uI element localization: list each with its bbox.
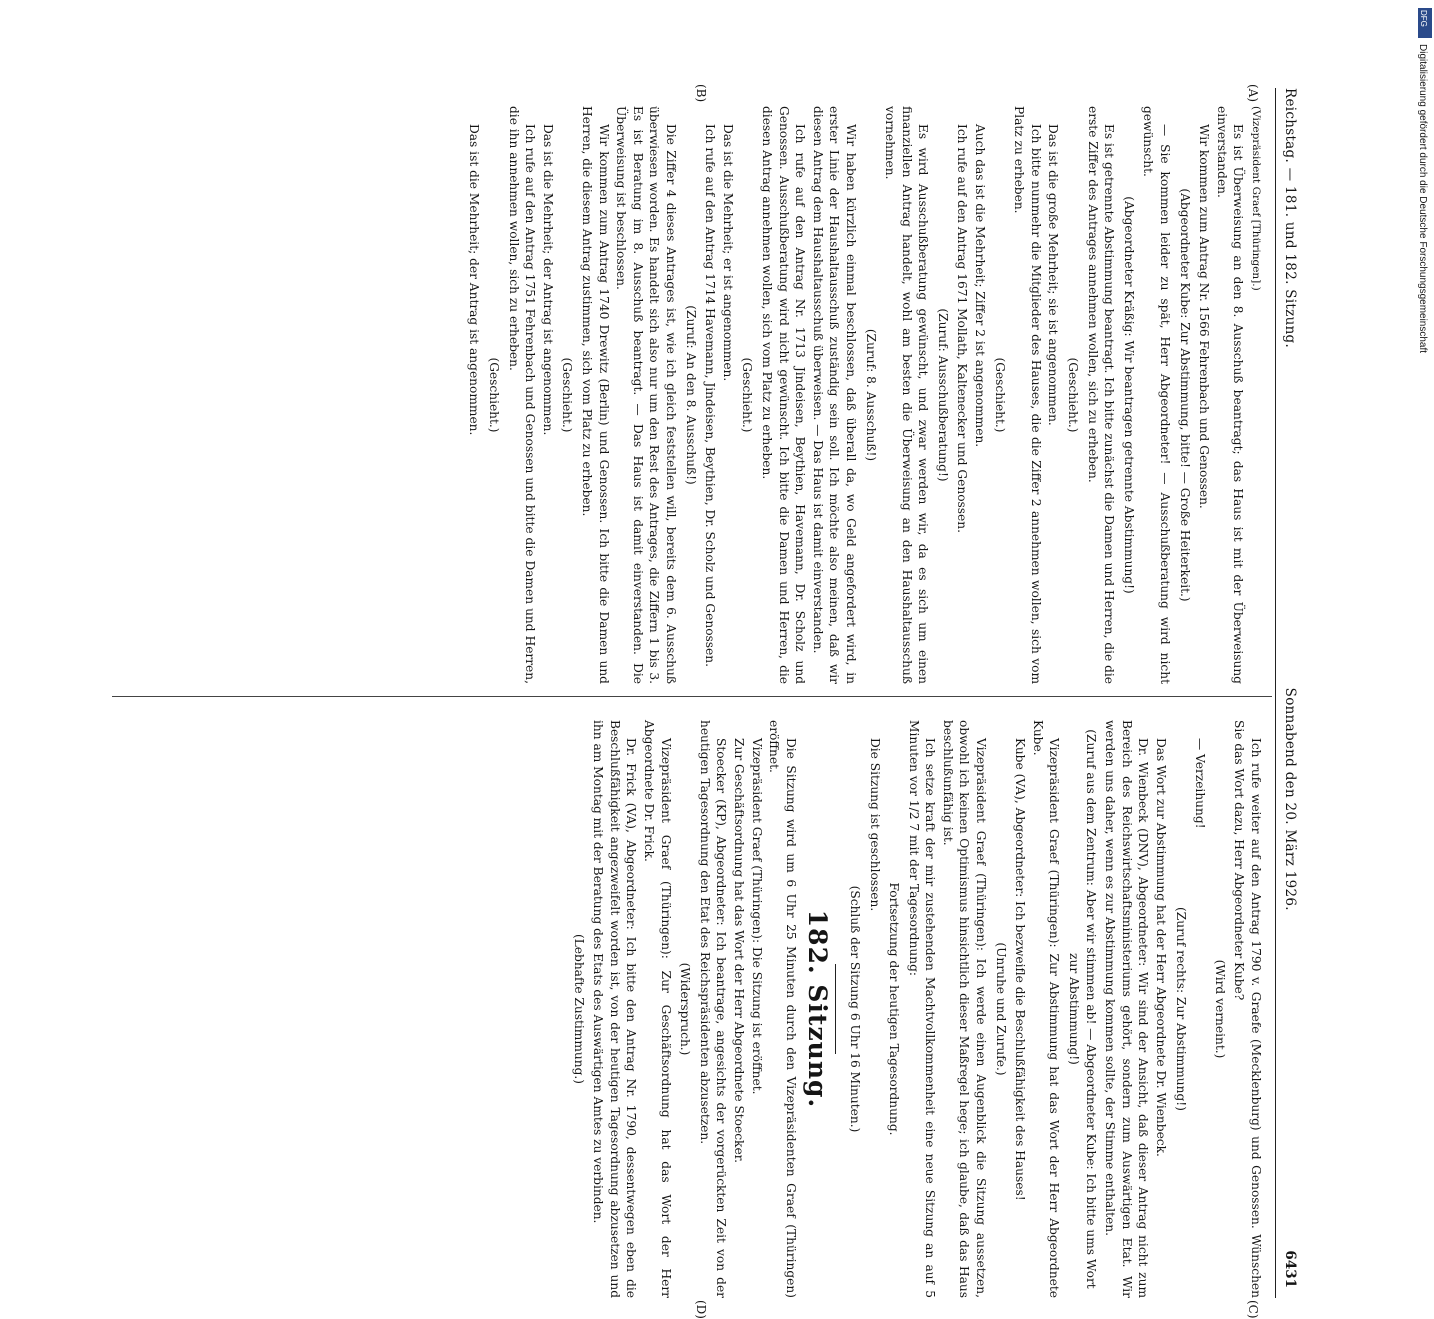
interjection: (Geschieht.) — [560, 357, 575, 433]
paragraph: Ich rufe auf den Antrag Nr. 1713 Jindeisen, Beythien, Havemann, Dr. Scholz und Genossen. Ausschußberatung wird nicht gewünscht. Ich bitte die Damen und Herren, die diesen Antrag annehmen wollen, sich vom Platz zu erheben. — [759, 106, 808, 684]
paragraph: Ich rufe weiter auf den Antrag 1790 v. Graefe (Mecklenburg) und Genossen. Wünschen Sie das Wort dazu, Herr Abgeordneter Kube? — [1232, 720, 1263, 1298]
paragraph: Das ist die Mehrheit; er ist angenommen. — [720, 124, 735, 382]
interjection: (Widerspruch.) — [678, 962, 693, 1056]
paragraph: Das Wort zur Abstimmung hat der Herr Abgeordnete Dr. Wienbeck. — [1154, 738, 1169, 1157]
interjection: (Wird verneint.) — [1212, 959, 1227, 1059]
interjection: (Zuruf: 8. Ausschuß!) — [863, 328, 878, 462]
paragraph: Zur Geschäftsordnung hat das Wort der Herr Abgeordnete Stoecker. — [731, 738, 746, 1164]
speech: Vizepräsident Graef (Thüringen): Zur Geschäftsordnung hat das Wort der Herr Abgeordnete Dr. Frick. — [642, 720, 673, 1298]
speech: Stoecker (KP), Abgeordneter: Ich beantrage, angesichts der vorgerückten Zeit von der heutigen Tagesordnung den Etat des Reichspräsidenten abzusetzen. — [697, 720, 729, 1298]
paragraph: Wir kommen zum Antrag Nr. 1566 Fehrenbach und Genossen. — [1197, 124, 1212, 509]
paragraph: Ich setze kraft der mir zustehenden Machtvollkommenheit eine neue Sitzung an auf 5 Minuten vor 1/2 7 mit der Tagesordnung: — [906, 720, 938, 1298]
paragraph: Das ist die Mehrheit; der Antrag ist angenommen. — [540, 124, 555, 436]
left-column — [124, 106, 1264, 684]
interjection: (Geschieht.) — [487, 357, 502, 433]
paragraph: — Verzeihung! — [1193, 738, 1208, 829]
interjection: (Zuruf: Ausschußberatung!) — [935, 308, 950, 482]
header-title: Reichstag. — 181. und 182. Sitzung. — [1282, 88, 1298, 349]
interjection: (Geschieht.) — [1066, 357, 1081, 433]
margin-marker-d: (D) — [694, 1300, 708, 1319]
interjection: (Geschieht.) — [740, 357, 755, 433]
speech: Vizepräsident Graef (Thüringen): Die Sitzung ist eröffnet. — [749, 738, 764, 1095]
right-column — [124, 720, 1264, 1298]
speech: Vizepräsident Graef (Thüringen): Zur Abstimmung hat das Wort der Herr Abgeordnete Kube. — [1030, 720, 1062, 1298]
session-close-note: (Schluß der Sitzung 6 Uhr 16 Minuten.) — [847, 885, 862, 1133]
paragraph: Ich rufe auf den Antrag 1714 Havemann, Jindeisen, Beythien, Dr. Scholz und Genossen. — [703, 124, 718, 667]
paragraph: Es ist Überweisung an den 8. Ausschuß beantragt; das Haus ist mit der Überweisung einverstanden. — [1214, 106, 1246, 684]
speech: Dr. Wienbeck (DNV), Abgeordneter: Wir sind der Ansicht, daß dieser Antrag nicht zum Bereich des Reichswirtschaftsministeriums gehört, sondern zum Auswärtigen Etat. Wir werden uns daher, wenn es zur Abstimmung kommen sollte, der Stimme enthalten. — [1103, 720, 1151, 1298]
speech: Vizepräsident Graef (Thüringen): Ich werde einen Augenblick die Sitzung aussetzen, obwohl ich keinen Optimismus hinsichtlich dieser Maßregel hege; ich glaube, daß das Haus beschlußunfähig ist. — [940, 720, 989, 1298]
paragraph: Ich rufe auf den Antrag 1751 Fehrenbach und Genossen und bitte die Damen und Herren, die ihn annehmen wollen, sich zu erheben. — [506, 106, 538, 684]
document-page — [108, 84, 1308, 1319]
dfg-logo — [1418, 8, 1432, 38]
interjection: (Zuruf rechts: Zur Abstimmung!) — [1173, 907, 1188, 1111]
speech: Kube (VA), Abgeordneter: Ich bezweifle die Beschlußfähigkeit des Hauses! — [1013, 738, 1028, 1201]
interjection: (Abgeordneter Kube: Zur Abstimmung, bitte! — Große Heiterkeit.) — [1177, 188, 1192, 602]
agenda-item: Fortsetzung der heutigen Tagesordnung. — [887, 882, 902, 1136]
paragraph: Es wird Ausschußberatung gewünscht, und zwar werden wir, da es sich um einen finanziellen Antrag handelt, wohl am besten die Überweisung an den Haushaltausschuß vornehmen. — [883, 106, 931, 684]
paragraph: Ich bitte nunmehr die Mitglieder des Hauses, die die Ziffer 2 annehmen wollen, sich vom Platz zu erheben. — [1012, 106, 1043, 684]
speaker-note: (Vizepräsident Graef [Thüringen].) — [1250, 106, 1262, 291]
margin-marker-c: (C) — [1246, 1300, 1260, 1319]
paragraph: Das ist die große Mehrheit; sie ist angenommen. — [1046, 124, 1061, 426]
speech: Dr. Frick (VA), Abgeordneter: Ich bitte den Antrag Nr. 1790, dessentwegen eben die Beschlußfähigkeit angezweifelt worden ist, von der heutigen Tagesordnung abzusetzen und ihn am Montag mit der Beratung des Etats des Auswärtigen Amtes zu verbinden. — [591, 720, 639, 1298]
paragraph: Die Sitzung ist geschlossen. — [867, 738, 882, 912]
interjection: (Zuruf aus dem Zentrum: Aber wir stimmen ab! — Abgeordneter Kube: Ich bitte ums Wort zur Abstimmung!) — [1067, 729, 1098, 1289]
margin-marker-b: (B) — [694, 84, 708, 103]
paragraph: Das ist die Mehrheit; der Antrag ist angenommen. — [467, 124, 482, 436]
margin-marker-a: (A) — [1246, 84, 1260, 103]
paragraph: Die Sitzung wird um 6 Uhr 25 Minuten durch den Vizepräsidenten Graef (Thüringen) eröffnet. — [767, 720, 798, 1298]
dfg-logo-text: DFG — [1419, 10, 1428, 27]
digitization-note-text: Digitalisierung gefördert durch die Deutsche Forschungsgemeinschaft — [1417, 44, 1428, 354]
interjection: (Zuruf: An den 8. Ausschuß!) — [683, 305, 698, 485]
page-number: 6431 — [1282, 1250, 1298, 1288]
paragraph: — Sie kommen leider zu spät, Herr Abgeordneter! — Ausschußberatung wird nicht gewünscht. — [1141, 106, 1173, 684]
interjection: (Lebhafte Zustimmung.) — [571, 933, 586, 1085]
paragraph: Auch das ist die Mehrheit; Ziffer 2 ist angenommen. — [973, 124, 988, 448]
page-header — [1282, 88, 1308, 1288]
paragraph: Es ist getrennte Abstimmung beantragt. Ich bitte zunächst die Damen und Herren, die die erste Ziffer des Antrages annehmen wollen, sich zu erheben. — [1085, 106, 1117, 685]
paragraph: Die Ziffer 4 dieses Antrages ist, wie ich gleich feststellen will, bereits dem 6. Ausschuß überwiesen worden. Es handelt sich also nur um den Rest des Antrages, die Ziffern 1 bis 3. Es ist Beratung im 8. Ausschuß beantragt. — Das Haus ist damit einverstanden. Die Überweisung ist beschlossen. — [614, 106, 678, 684]
session-heading: 182. Sitzung. — [803, 909, 833, 1109]
paragraph: Wir haben kürzlich einmal beschlossen, daß überall da, wo Geld angefordert wird, in erster Linie der Haushaltausschuß zuständig sein soll. Ich möchte also meinen, daß wir diesen Antrag dem Haushaltausschuß überweisen. — Das Haus ist damit einverstanden. — [810, 106, 858, 684]
column-divider — [112, 696, 1272, 697]
header-date: Sonnabend den 20. März 1926. — [1282, 687, 1298, 911]
paragraph: Ich rufe auf den Antrag 1671 Mollath, Kaltenecker und Genossen. — [955, 124, 970, 533]
paragraph: Wir kommen zum Antrag 1740 Drewitz (Berlin) und Genossen. Ich bitte die Damen und Herren, die diesem Antrag zustimmen, sich vom Platz zu erheben. — [580, 106, 611, 684]
session-separator — [835, 964, 836, 1054]
interjection: (Unruhe und Zurufe.) — [993, 942, 1008, 1076]
header-rule — [1275, 88, 1276, 1298]
interjection: (Abgeordneter Kräßig: Wir beantragen getrennte Abstimmung!) — [1121, 196, 1136, 594]
digitization-note — [1416, 44, 1432, 704]
interjection: (Geschieht.) — [992, 357, 1007, 433]
